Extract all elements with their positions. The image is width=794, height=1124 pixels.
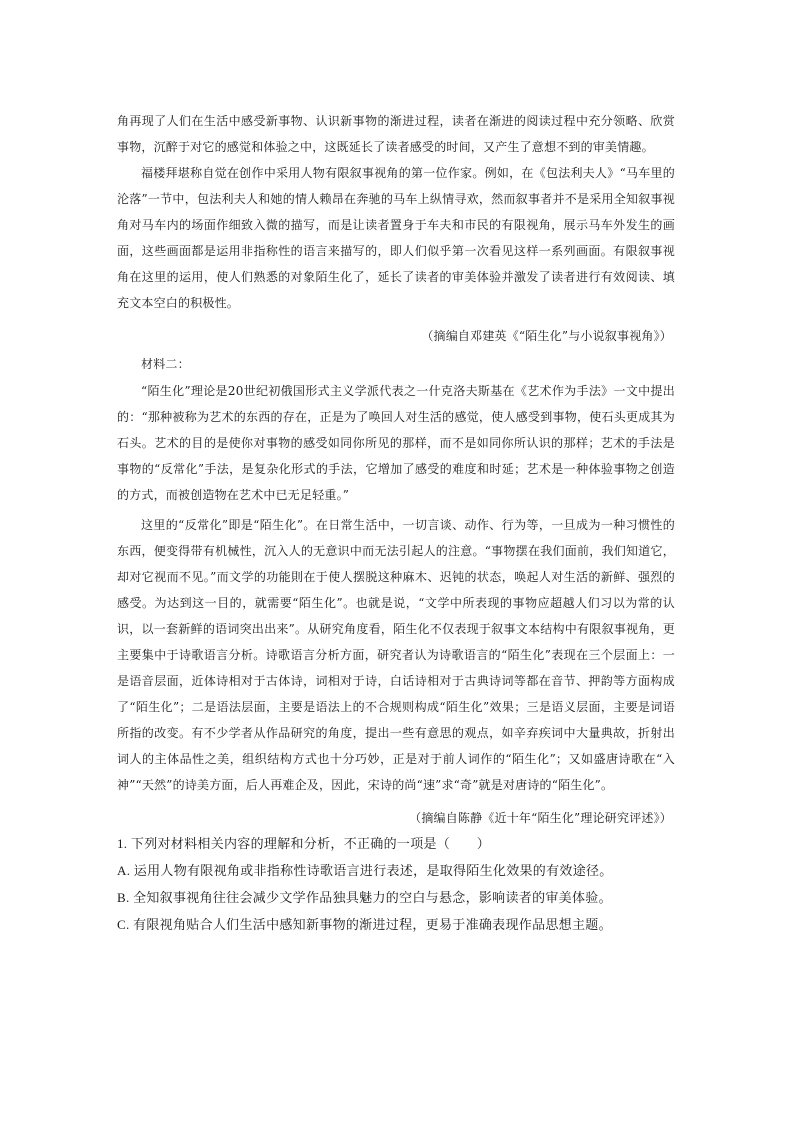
material2-heading: 材料二： (141, 357, 190, 371)
option-a: A. 运用人物有限视角或非指称性诗歌语言进行表述，是取得陌生化效果的有效途径。 (117, 863, 613, 878)
option-c: C. 有限视角贴合人们生活中感知新事物的渐进过程，更易于准确表现作品思想主题。 (117, 917, 612, 932)
material2-paragraph-2: 这里的“反常化”即是“陌生化”。在日常生活中，一切言谈、动作、行为等，一旦成为一种习惯性的东西，便变得带有机械性，沉入人的无意识中而无法引起人的注意。“事物摆在我们面前，我们知道它，却对它视而不见。”而文学的功能則在于使人摆脱这种麻木、迟钝的状态，唤起人对生活的新鲜、强烈的感受。为达到这一目的，就需要“陌生化”。也就是说，“文学中所表现的事物应超越人们习以为常的认识，以一套新鲜的语词突出出来”。从研究角度看，陌生化不仅表现于叙事文本结构中有限叙事视角，更主要集中于诗歌语言分析。诗歌语言分析方面，研究者认为诗歌语言的“陌生化”表现在三个层面上：一是语音层面，近体诗相对于古体诗，词相对于诗，白话诗相对于古典诗词等都在音节、押韵等方面构成了“陌生化”；二是语法层面，主要是语法上的不合规则构成“陌生化”效果；三是语义层面，主要是词语所指的改变。有不少学者从作品研究的角度，提出一些有意思的观点，如辛弃疾词中大量典故，折射出词人的主体品性之美，组织结构方式也十分巧妙，正是对于前人词作的“陌生化”；又如盛唐诗歌在“入神”“天然”的诗美方面，后人再难企及，因此，宋诗的尚“速”求“奇”就是对唐诗的“陌生化”。 (117, 518, 675, 792)
material2-source: （摘编自陈静《近十年“陌生化”理论研究评述》） (409, 811, 672, 825)
material1-source: （摘编自邓建英《“陌生化”与小说叙事视角》） (421, 329, 672, 343)
material1-paragraph-1: 角再现了人们在生活中感受新事物、认识新事物的渐进过程，读者在渐进的阅读过程中充分领略、欣赏事物，沉醉于对它的感觉和体验之中，这既延长了读者感受的时间，又产生了意想不到的审美情趣。 (117, 114, 675, 154)
option-b: B. 全知叙事视角往往会减少文学作品独具魅力的空白与悬念，影响读者的审美体验。 (117, 890, 612, 905)
material1-paragraph-2: 福楼拜堪称自觉在创作中采用人物有限叙事视角的第一位作家。例如，在《包法利夫人》“马车里的沦落”一节中，包法利夫人和她的情人赖昂在奔驰的马车上纵情寻欢，然而叙事者并不是采用全知叙事视角对马车内的场面作细致入微的描写，而是让读者置身于车夫和市民的有限视角，展示马车外发生的画面，这些画面都是运用非指称性的语言来描写的，即人们似乎第一次看见这样一系列画面。有限叙事视角在这里的运用，使人们熟悉的对象陌生化了，延长了读者的审美体验并激发了读者进行有效阅读、填充文本空白的积极性。 (117, 166, 675, 310)
question-stem: 1. 下列对材料相关内容的理解和分析，不正确的一项是（ ） (117, 836, 491, 851)
material2-paragraph-1: “陌生化”理论是20世纪初俄国形式主义学派代表之一什克洛夫斯基在《艺术作为手法》一文中提出的：“那种被称为艺术的东西的存在，正是为了唤回人对生活的感觉，使人感受到事物，使石头更成其为石头。艺术的目的是使你对事物的感受如同你所见的那样，而不是如同你所认识的那样；艺术的手法是事物的“反常化”手法，是复杂化形式的手法，它增加了感受的难度和时延；艺术是一种体验事物之创造的方式，而被创造物在艺术中已无足轻重。” (117, 384, 675, 502)
